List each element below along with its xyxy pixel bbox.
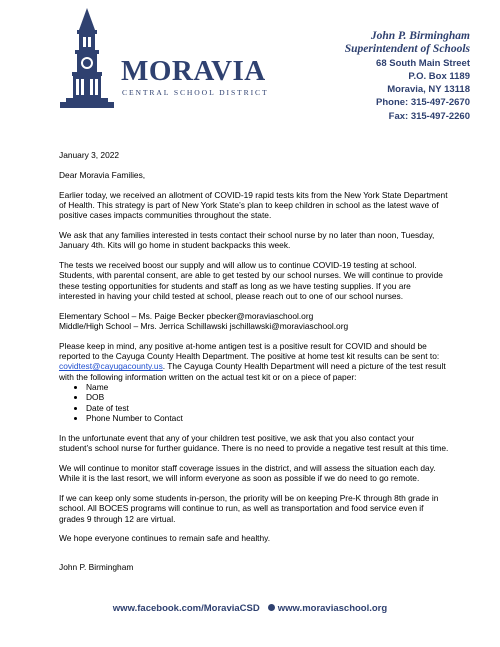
district-logo-name: MORAVIA	[121, 55, 266, 87]
list-item: • Date of test	[86, 403, 449, 413]
reporting-text-before: Please keep in mind, any positive at-home antigen test is a positive result for COVID and should be reported to the Cayuga County Health Department. The positive at home test kit results can be sent to:	[59, 340, 440, 362]
paragraph-staff-coverage: We will continue to monitor staff coverage issues in the district, and will assess the situation each day. While it is the last resort, we will inform everyone as soon as possible if we do need to go remote.	[59, 462, 436, 484]
health-department-email-link[interactable]: covidtest@cayugacounty.us	[59, 361, 163, 372]
letter-signature: John P. Birmingham	[59, 561, 134, 572]
website-link[interactable]: www.moraviaschool.org	[277, 603, 388, 614]
required-info-list	[59, 382, 449, 423]
superintendent-title: Superintendent of Schools	[344, 43, 470, 56]
po-box: P.O. Box 1189	[408, 70, 470, 82]
school-tower-logo-icon	[56, 8, 118, 112]
district-logo-subtitle: CENTRAL SCHOOL DISTRICT	[122, 88, 269, 97]
city-state-zip: Moravia, NY 13118	[387, 84, 470, 96]
paragraph-request-deadline: We ask that any families interested in tests contact their school nurse by no later than noon, Tuesday, January 4th. Kits will go home in student backpacks this week.	[59, 229, 435, 251]
list-item: • Name	[86, 382, 449, 392]
bullet-dot-icon	[268, 604, 275, 611]
street-address: 68 South Main Street	[376, 57, 470, 69]
list-item: • DOB	[86, 392, 449, 402]
list-item: • Phone Number to Contact	[86, 413, 449, 423]
nurse-elementary-contact: Elementary School – Ms. Paige Becker pbecker@moraviaschool.org	[59, 310, 314, 321]
facebook-link[interactable]: www.facebook.com/MoraviaCSD	[112, 603, 260, 614]
letter-date: January 3, 2022	[59, 150, 120, 160]
superintendent-name: John P. Birmingham	[370, 30, 470, 42]
letterhead-address-block	[345, 30, 470, 123]
paragraph-positive-result: In the unfortunate event that any of your children test positive, we ask that you also contact your student’s school nurse for further guidance. There is no need to provide a negative test result at this time.	[59, 432, 449, 454]
phone-number: Phone: 315-497-2670	[376, 97, 470, 109]
reporting-text-after: . The Cayuga County Health Department will need a picture of the test result with the following information written on the actual test kit or on a piece of paper:	[59, 361, 446, 382]
paragraph-closing: We hope everyone continues to remain safe and healthy.	[59, 533, 271, 544]
letter-body	[59, 150, 449, 581]
paragraph-priority: If we can keep only some students in-person, the priority will be on keeping Pre-K through 8th grade in school. All BOCES programs will continue to run, as well as transportation and food service even if grades 9 through 12 are virtual.	[59, 492, 439, 524]
paragraph-school-testing: The tests we received boost our supply and will allow us to continue COVID-19 testing at school. Students, with parental consent, are able to get tested by our school nurses. We will continue to provide these testing opportunities for students and staff as long as we have testing supplies. If you are interested in having your child tested at school, please reach out to one of our school nurses.	[59, 260, 443, 301]
fax-number: Fax: 315-497-2260	[388, 110, 470, 122]
footer-links	[0, 603, 500, 614]
nurse-middle-high-contact: Middle/High School – Mrs. Jerrica Schillawski jschillawski@moraviaschool.org	[59, 321, 349, 332]
paragraph-reporting	[59, 341, 449, 382]
letter-salutation: Dear Moravia Families,	[59, 169, 146, 180]
paragraph-test-kits: Earlier today, we received an allotment of COVID-19 rapid tests kits from the New York State Department of Health. This strategy is part of New York State’s plan to keep children in school as the latest wave of positive cases impacts communities throughout the state.	[59, 189, 448, 221]
